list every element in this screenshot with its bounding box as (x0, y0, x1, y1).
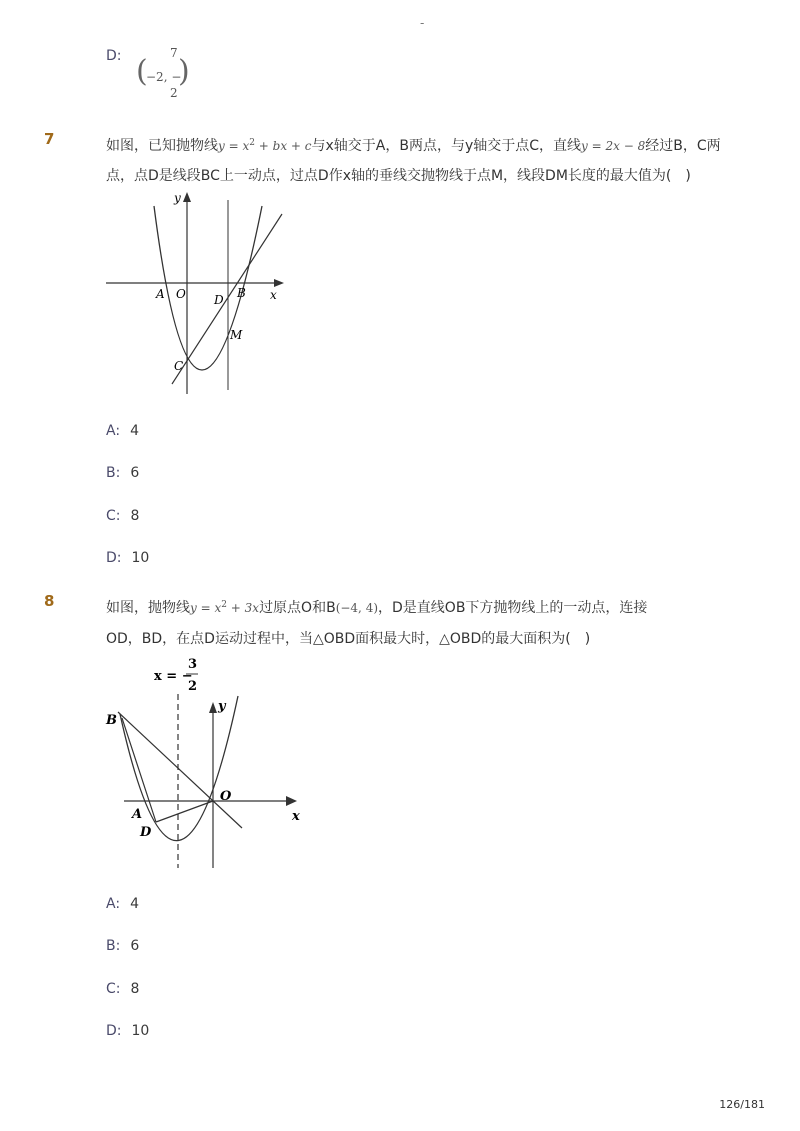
prev-option-d-key: D: (106, 48, 122, 64)
q7-text-line-1: 如图，已知抛物线$y = x^2$ + bx + c与x轴交于A，B两点，与y轴交于点C，直线y = 2x − 8经过B，C两 (106, 138, 721, 154)
q8-y-arrow-icon (209, 702, 217, 713)
q8-label-o: O (220, 789, 232, 804)
q8-option-a[interactable]: A: 4 (106, 896, 139, 912)
q7-label-a: A (156, 287, 165, 301)
q7-number: 7 (44, 130, 55, 148)
q7-label-y: y (174, 191, 181, 205)
q7-figure (100, 188, 290, 396)
q8-label-y: y (218, 699, 226, 714)
q7-label-m: M (230, 328, 243, 342)
prev-option-d-denominator: 2 (170, 86, 178, 100)
q8-number: 8 (44, 592, 55, 610)
q7-label-x: x (270, 288, 277, 302)
q7-option-b[interactable]: B: 6 (106, 465, 140, 481)
page-number: 126/181 (719, 1098, 765, 1111)
q8-figure (100, 652, 310, 874)
q7-text-line-2: 点，点D是线段BC上一动点，过点D作x轴的垂线交抛物线于点M，线段DM长度的最大值为( ) (106, 168, 691, 184)
q7-label-c: C (174, 359, 184, 373)
q8-text-line-2: OD，BD，在点D运动过程中，当△OBD面积最大时，△OBD的最大面积为( ) (106, 631, 591, 647)
q7-label-d: D (214, 293, 224, 307)
q8-x-arrow-icon (286, 796, 297, 806)
q7-option-a[interactable]: A: 4 (106, 423, 139, 439)
q8-axis-eq-num: 3 (188, 657, 198, 672)
q8-label-b: B (106, 713, 117, 728)
q8-text-line-1: 如图，抛物线$y = x^2 + 3x$过原点O和B(−4, 4)，D是直线OB下方抛物线上的一动点，连接 (106, 600, 648, 616)
q8-axis-eq-den: 2 (188, 679, 198, 694)
q8-option-b[interactable]: B: 6 (106, 938, 140, 954)
prev-option-d-numerator: 7 (170, 46, 178, 60)
q7-line-bc (172, 214, 282, 384)
q8-label-d: D (140, 825, 152, 840)
q7-option-c[interactable]: C: 8 (106, 508, 140, 524)
q8-label-x: x (292, 809, 300, 824)
q7-label-b: B (237, 286, 246, 300)
q8-axis-eq-left: x = − (154, 669, 193, 684)
prev-option-d-value: ( −2, − 7 2 ) (136, 46, 190, 100)
q7-label-o: O (176, 287, 186, 301)
q7-option-d[interactable]: D: 10 (106, 550, 150, 566)
prev-option-d-left: −2, − (146, 70, 182, 84)
q8-option-d[interactable]: D: 10 (106, 1023, 150, 1039)
q8-label-a: A (132, 807, 143, 822)
header-dash: - (420, 16, 425, 30)
q7-x-arrow-icon (274, 279, 284, 287)
q7-y-arrow-icon (183, 192, 191, 202)
q8-option-c[interactable]: C: 8 (106, 981, 140, 997)
